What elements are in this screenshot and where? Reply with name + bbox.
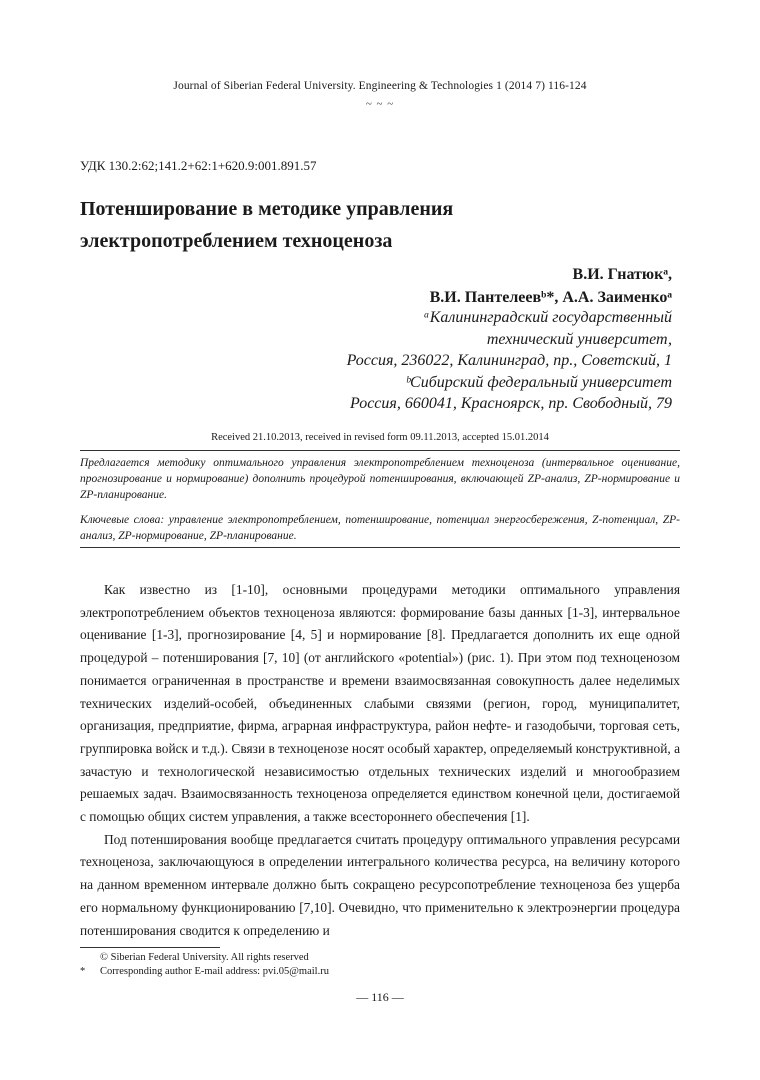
header-ornament: ~ ~ ~ <box>365 98 395 110</box>
abstract-top-rule <box>80 450 680 451</box>
corresponding-author-email: Corresponding author E-mail address: pvi.05@mail.ru <box>100 966 329 977</box>
keywords: Ключевые слова: управление электропотреблением, потенширование, потенциал энергосбережения, Z-потенциал, ZP-анализ, ZP-нормирование, ZP-планирование. <box>80 514 680 542</box>
author-line-1: В.И. Гнатюкᵃ, <box>572 266 672 283</box>
udk-code: УДК 130.2:62;141.2+62:1+620.9:001.891.57 <box>80 158 317 173</box>
article-title: Потенширование в методике управления электропотреблением техноценоза <box>80 198 454 252</box>
author-line-2: В.И. Пантелеевᵇ*, А.А. Заименкоᵃ <box>429 289 672 306</box>
body-text <box>80 579 680 942</box>
authors <box>430 263 672 309</box>
journal-header: Journal of Siberian Federal University. Engineering & Technologies 1 (2014 7) 116-124 <box>173 80 587 92</box>
abstract-bottom-rule <box>80 547 680 548</box>
affiliations <box>347 307 672 415</box>
page-number: — 116 — <box>356 990 404 1004</box>
corresponding-footnote <box>80 966 329 977</box>
footnote-mark: * <box>80 966 86 977</box>
received-dates: Received 21.10.2013, received in revised form 09.11.2013, accepted 15.01.2014 <box>211 432 549 443</box>
paragraph: Под потенширования вообще предлагается считать процедуру оптимального управления ресурсами техноценоза, заключающуюся в определении интегрального количества ресурса, на величину которого на данном временном интервале должно быть сокращено ресурсопотребление техноценоза без ущерба его нормальному функционированию [7,10]. Очевидно, что применительно к электроэнергии процедура потенширования сводится к определению и <box>80 831 680 938</box>
paragraph: Как известно из [1-10], основными процедурами методики оптимального управления электропотреблением объектов техноценоза являются: формирование базы данных [1-3], интервальное оценивание [1-3], прогнозирование [4, 5] и нормирование [8]. Предлагается дополнить их еще одной процедурой – потенширования [7, 10] (от английского «potential») (рис. 1). При этом под техноценозом понимается ограниченная в пространстве и времени взаимосвязанная совокупность далее неделимых технических изделий-особей, объединенных слабыми связями (регион, город, муниципалитет, организация, предприятие, фирма, аграрная инфраструктура, район нефте- и газодобычи, торговая сеть, группировка войск и т.д.). Связи в техноценозе носят особый характер, определяемый конструктивной, а зачастую и технологической независимостью отдельных технических изделий и многообразием решаемых задач. Взаимосвязанность техноценоза определяется единством конечной цели, достигаемой с помощью общих систем управления, а также всестороннего обеспечения [1]. <box>80 582 681 825</box>
affiliation-line: Россия, 236022, Калининград, пр., Советский, 1 <box>346 352 672 369</box>
affiliation-line: Россия, 660041, Красноярск, пр. Свободный, 79 <box>350 395 672 412</box>
footnote-rule <box>80 947 220 948</box>
affiliation-line: ᵃКалининградский государственный <box>423 309 672 326</box>
copyright-footnote: © Siberian Federal University. All rights reserved <box>100 952 309 963</box>
affiliation-line: технический университет, <box>486 330 672 348</box>
abstract: Предлагается методику оптимального управления электропотреблением техноценоза (интервальное оценивание, прогнозирование и нормирование) дополнить процедурой потенширования, включающей ZP-анализ, ZP-нормирование и ZP-планирование. <box>80 457 680 501</box>
affiliation-line: ᵇСибирский федеральный университет <box>405 373 672 391</box>
